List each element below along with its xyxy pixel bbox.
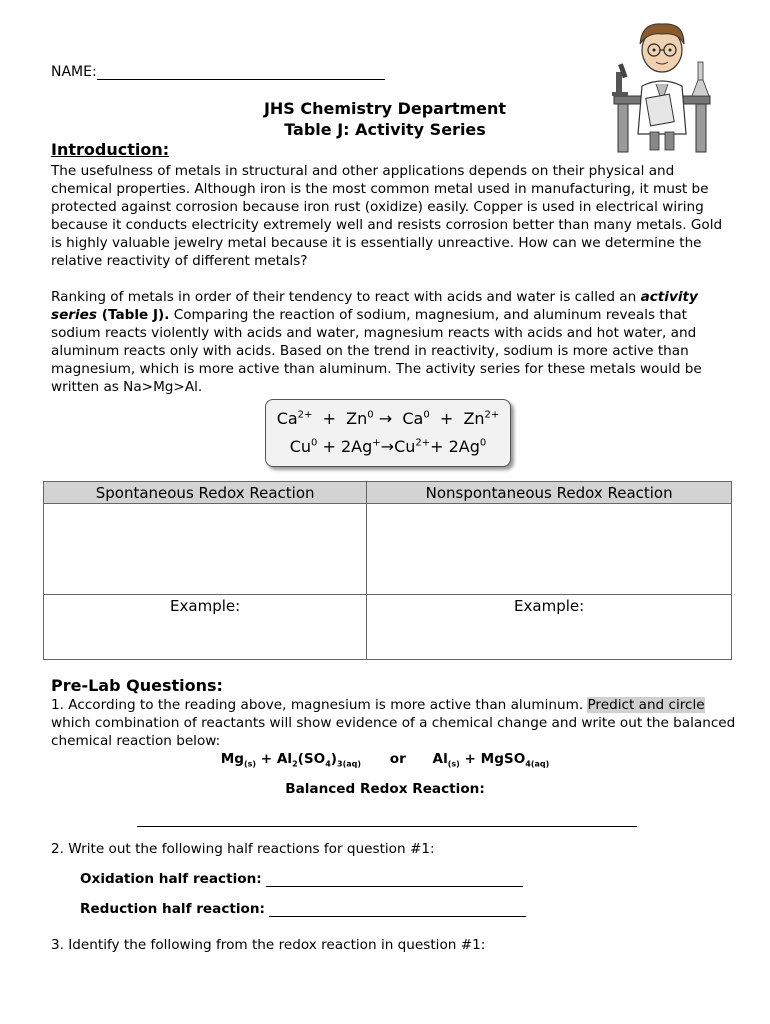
name-field[interactable] xyxy=(51,64,385,80)
example-label: Example: xyxy=(514,597,585,615)
arrow-icon: → xyxy=(380,437,395,456)
col-spontaneous: Spontaneous Redox Reaction xyxy=(44,482,367,504)
reactant-options xyxy=(0,751,770,769)
question-2: 2. Write out the following half reactions for question #1: xyxy=(51,841,435,857)
option-mg-al2so43[interactable]: $Mg_{(s)} + Al_2(SO_4)_{3(aq)}$ xyxy=(220,751,362,769)
example-label: Example: xyxy=(170,597,241,615)
spontaneous-answer-cell[interactable] xyxy=(44,504,367,595)
arrow-icon: → xyxy=(378,409,393,428)
p2-text-a: Ranking of metals in order of their tendency to react with acids and water is called an xyxy=(51,289,641,305)
question-3: 3. Identify the following from the redox reaction in question #1: xyxy=(51,937,486,953)
equation-2: $Cu^0 + 2Ag^+\to Cu^{2+}+ 2Ag^0$ xyxy=(289,437,487,456)
table-j-ref: (Table J). xyxy=(97,307,170,324)
p2-text-b: Comparing the reaction of sodium, magnesium, and aluminum reveals that sodium reacts violently with acids and water, magnesium reacts with acids and hot water, and aluminum reacts only with acids. Based on the trend in reactivity, sodium is more active than magnesium, which is more active than aluminum. The activity series for these metals would be written as Na>Mg>Al. xyxy=(51,307,702,396)
name-blank-line[interactable] xyxy=(97,65,385,80)
balanced-answer-line[interactable] xyxy=(137,826,637,827)
intro-paragraph-1: The usefulness of metals in structural and other applications depends on their physical and chemical properties. Although iron is the most common metal used in manufacturing, it must be protected against corrosion because iron rust (oxidize) easily. Copper is used in electrical wiring because it conducts electricity extremely well and resists corrosion better than many metals. Gold is highly valuable jewelry metal because it is essentially unreactive. How can we determine the relative reactivity of different metals? xyxy=(51,163,723,270)
intro-paragraph-2 xyxy=(51,288,731,397)
dept-title: JHS Chemistry Department xyxy=(263,99,507,118)
balanced-label: Balanced Redox Reaction: xyxy=(285,781,485,797)
prelab-heading: Pre-Lab Questions: xyxy=(51,676,223,695)
name-label: NAME: xyxy=(51,64,97,80)
spontaneous-example-cell[interactable] xyxy=(44,595,367,660)
activity-series-term: activity series xyxy=(51,289,698,324)
equation-box xyxy=(265,399,511,467)
redox-table xyxy=(43,481,732,660)
nonspontaneous-example-cell[interactable] xyxy=(367,595,732,660)
reduction-field[interactable]: Reduction half reaction: xyxy=(80,901,526,917)
oxidation-answer-line[interactable] xyxy=(266,872,523,887)
doc-title: Table J: Activity Series xyxy=(284,120,486,139)
or-label: or xyxy=(389,751,406,767)
intro-heading: Introduction: xyxy=(51,140,170,159)
reduction-answer-line[interactable] xyxy=(269,902,526,917)
scientist-illustration xyxy=(612,14,712,154)
col-nonspontaneous: Nonspontaneous Redox Reaction xyxy=(367,482,732,504)
oxidation-field[interactable]: Oxidation half reaction: xyxy=(80,871,523,887)
option-al-mgso4[interactable]: $Al_{(s)}$ + MgSO$_{4(aq)}$ xyxy=(432,751,550,769)
question-1: 1. According to the reading above, magnesium is more active than aluminum. Predict and circle which combination of reactants will show evidence of a chemical change and write out the balanced chemical reaction below: xyxy=(51,697,736,750)
equation-1: $Ca^{2+} + Zn^0 \to Ca^0 + Zn^{2+}$ xyxy=(276,409,500,428)
nonspontaneous-answer-cell[interactable] xyxy=(367,504,732,595)
highlight-predict-circle: Predict and circle xyxy=(587,697,705,713)
